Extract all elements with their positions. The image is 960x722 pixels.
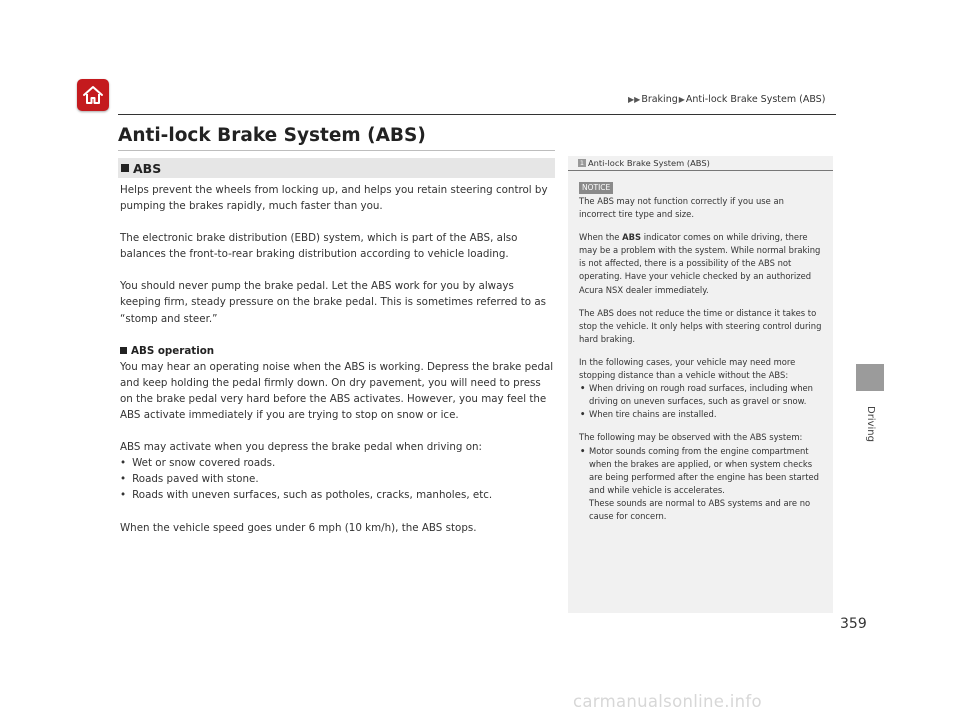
home-button[interactable] — [77, 79, 109, 111]
subheading-abs-operation — [120, 343, 556, 359]
note-bullet-list — [579, 382, 823, 421]
section-heading-label: ABS — [133, 160, 162, 176]
note-reference-number: 1 — [579, 159, 585, 167]
note-list-item: • When driving on rough road surfaces, including when driving on uneven surfaces, such as gravel or snow. — [579, 382, 823, 408]
list-item: • Roads paved with stone. — [120, 471, 556, 487]
square-bullet-icon — [121, 164, 129, 172]
chapter-label: Driving — [865, 406, 876, 442]
chapter-tab[interactable] — [856, 364, 884, 391]
note-text: indicator comes on while driving, there may be a problem with the system. While normal braking is not affected, there is a possibility of the ABS not operating. Have your vehicle checked by an authorized Acura NSX dealer immediately. — [579, 232, 821, 295]
notice-badge: NOTICE — [579, 182, 613, 194]
side-note-panel — [568, 156, 833, 613]
note-continuation: These sounds are normal to ABS systems and are no cause for concern. — [589, 497, 811, 521]
note-paragraph: The following may be observed with the ABS system: — [579, 432, 803, 443]
note-paragraph: The ABS may not function correctly if you use an incorrect tire type and size. — [579, 196, 784, 220]
note-paragraph: In the following cases, your vehicle may need more stopping distance than a vehicle without the ABS: — [579, 356, 796, 381]
section-heading-abs — [118, 158, 555, 178]
note-list-item: • Motor sounds coming from the engine compartment when the brakes are applied, or when system checks are being performed after the engine has been started and while vehicle is accelerates. — [579, 445, 823, 497]
subheading-label: ABS operation — [131, 344, 215, 357]
breadcrumb-item-braking[interactable]: Braking — [641, 94, 678, 105]
page-number: 359 — [840, 616, 867, 632]
title-divider — [118, 150, 555, 151]
note-body — [568, 171, 833, 523]
home-icon — [82, 85, 104, 105]
paragraph: You should never pump the brake pedal. Let the ABS work for you by always keeping firm, steady pressure on the brake pedal. This is sometimes referred to as “stomp and steer.” — [120, 280, 547, 325]
abs-indicator-label: ABS — [622, 232, 642, 243]
breadcrumb-item-abs[interactable]: Anti-lock Brake System (ABS) — [685, 94, 826, 105]
note-text: When the — [579, 232, 623, 243]
triangle-right-icon: ▶ — [678, 95, 685, 104]
main-content — [120, 182, 556, 552]
note-paragraph: The ABS does not reduce the time or distance it takes to stop the vehicle. It only helps with steering control during hard braking. — [579, 307, 822, 344]
bullet-list — [120, 455, 556, 503]
watermark: carmanualsonline.info — [573, 692, 762, 711]
list-item: • Wet or snow covered roads. — [120, 455, 556, 471]
square-bullet-icon — [120, 347, 127, 354]
paragraph: When the vehicle speed goes under 6 mph (10 km/h), the ABS stops. — [120, 521, 477, 534]
paragraph: You may hear an operating noise when the ABS is working. Depress the brake pedal and keep holding the pedal firmly down. On dry pavement, you will need to press on the brake pedal very hard before the ABS activates. However, you may feel the ABS activate immediately if you are trying to stop on snow or ice. — [120, 360, 554, 422]
paragraph: Helps prevent the wheels from locking up, and helps you retain steering control by pumping the brakes rapidly, much faster than you. — [120, 184, 548, 213]
note-list-item: • When tire chains are installed. — [579, 408, 823, 421]
list-item: • Roads with uneven surfaces, such as potholes, cracks, manholes, etc. — [120, 487, 556, 503]
page-title: Anti-lock Brake System (ABS) — [118, 125, 426, 146]
triangle-right-icon: ▶▶ — [628, 95, 641, 104]
paragraph: ABS may activate when you depress the brake pedal when driving on: — [120, 441, 482, 454]
note-header-title: Anti-lock Brake System (ABS) — [588, 158, 710, 168]
header-divider — [118, 114, 836, 115]
note-paragraph — [579, 231, 823, 296]
breadcrumb — [627, 94, 825, 105]
note-bullet-list — [579, 445, 823, 497]
note-header — [568, 156, 833, 171]
paragraph: The electronic brake distribution (EBD) system, which is part of the ABS, also balances the front-to-rear braking distribution according to vehicle loading. — [120, 232, 518, 261]
